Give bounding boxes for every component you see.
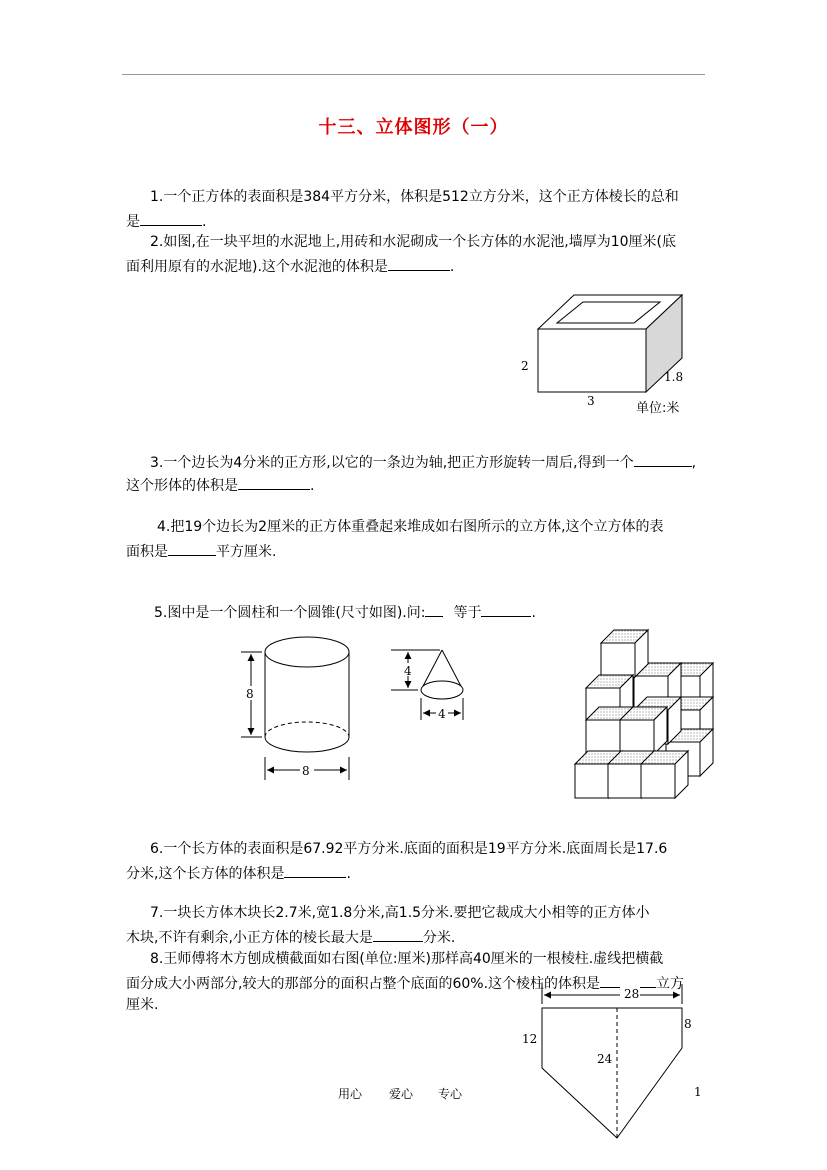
- question-5-text: 5.图中是一个圆柱和一个圆锥(尺寸如图).问: 等于 .: [154, 600, 536, 625]
- cube-stack-figure: [575, 630, 713, 798]
- question-4-line-1: 4.把19个边长为2厘米的正方体重叠起来堆成如右图所示的立方体,这个立方体的表: [157, 519, 664, 535]
- question-6-line-1: 6.一个长方体的表面积是67.92平方分米.底面的面积是19平方分米.底面周长是17.6: [150, 841, 668, 857]
- question-1-line-2: 是 .: [126, 209, 206, 234]
- pool-length-label: 3: [587, 394, 595, 408]
- question-1-line-1: 1.一个正方体的表面积是384平方分米，体积是512立方分米，这个正方体棱长的总和: [150, 189, 679, 205]
- pentagon-left-label: 12: [522, 1032, 538, 1046]
- question-2-line-1: 2.如图,在一块平坦的水泥地上,用砖和水泥砌成一个长方体的水泥池,墙厚为10厘米(底: [150, 234, 676, 250]
- question-6-line-2: 分米,这个长方体的体积是 .: [126, 861, 351, 886]
- question-3-line-1: 3.一个边长为4分米的正方形,以它的一条边为轴,把正方形旋转一周后,得到一个 ,: [150, 450, 696, 475]
- pentagon-right-label: 8: [684, 1017, 692, 1031]
- footer-text-1: 用心: [338, 1087, 363, 1101]
- cube: [620, 707, 667, 754]
- question-7-line-1: 7.一块长方体木块长2.7米,宽1.8分米,高1.5分米.要把它裁成大小相等的正方体小: [150, 905, 650, 921]
- pool-figure: [538, 295, 682, 392]
- question-4-line-2: 面积是 平方厘米.: [126, 539, 276, 564]
- question-8-line-3: 厘米.: [126, 997, 159, 1013]
- cylinder-figure: [241, 637, 349, 780]
- page-number: 1: [694, 1085, 702, 1099]
- cone-diameter-label: 4: [438, 707, 446, 721]
- pool-height-label: 2: [521, 359, 529, 373]
- question-7-line-2: 木块,不许有剩余,小正方体的棱长最大是 分米.: [126, 925, 455, 950]
- page-title: 十三、立体图形（一）: [318, 117, 509, 138]
- footer-text-3: 专心: [438, 1087, 463, 1101]
- pool-unit-label: 单位:米: [636, 401, 680, 416]
- cube: [601, 630, 648, 677]
- pool-depth-label: 1.8: [664, 370, 684, 384]
- question-3-line-2: 这个形体的体积是 .: [126, 473, 314, 498]
- cylinder-diameter-label: 8: [302, 764, 310, 778]
- pentagon-middle-label: 24: [597, 1052, 613, 1066]
- question-2-line-2: 面利用原有的水泥地).这个水泥池的体积是 .: [126, 254, 454, 279]
- cone-height-label: 4: [404, 664, 412, 678]
- question-8-line-2: 面分成大小两部分,较大的那部分的面积占整个底面的60%.这个棱柱的体积是 立方: [126, 971, 684, 996]
- cube: [641, 751, 688, 798]
- footer-text-2: 爱心: [389, 1087, 414, 1101]
- cylinder-height-label: 8: [246, 687, 254, 701]
- question-8-line-1: 8.王师傅将木方刨成横截面如右图(单位:厘米)那样高40厘米的一根棱柱.虚线把横截: [150, 951, 664, 967]
- cone-figure: [391, 650, 463, 720]
- pentagon-top-label: 28: [624, 987, 640, 1001]
